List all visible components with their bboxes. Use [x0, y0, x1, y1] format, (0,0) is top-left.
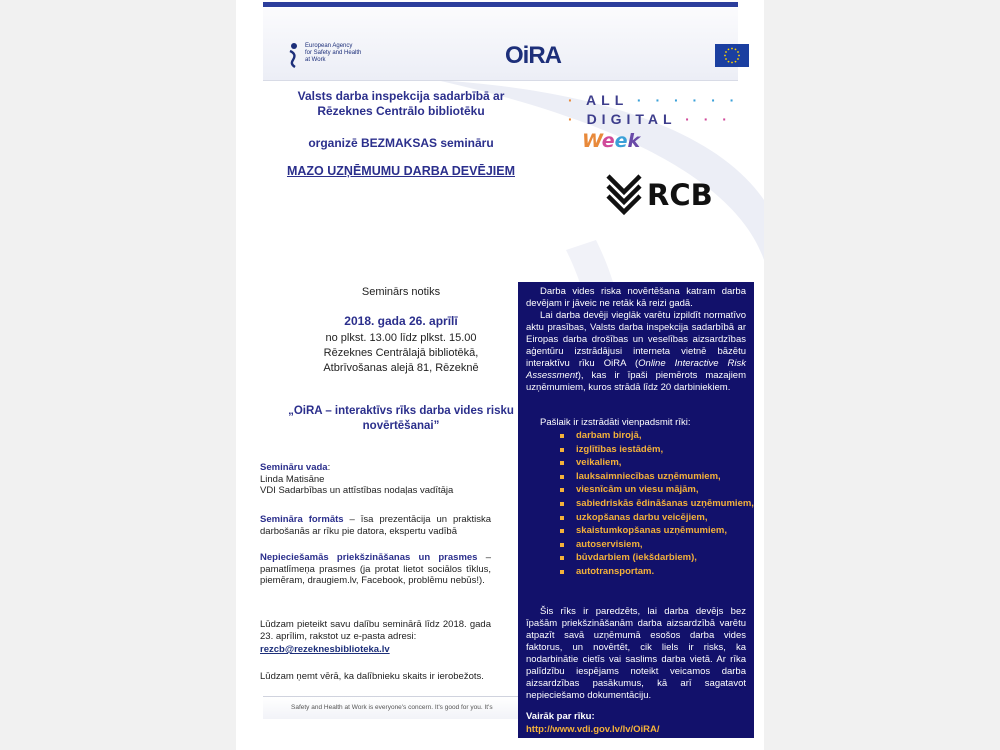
tool-item: sabiedriskās ēdināšanas uzņēmumiem,	[558, 498, 754, 512]
all-digital-week-logo	[568, 90, 740, 152]
eu-osha-logo	[287, 40, 377, 70]
seminar-place: Rēzeknes Centrālajā bibliotēkā,	[323, 347, 479, 359]
eu-flag-icon	[715, 44, 749, 67]
more-label: Vairāk par rīku:	[526, 711, 595, 722]
tool-item: uzkopšanas darbu veicējiem,	[558, 512, 754, 526]
adw-all: ALL	[586, 92, 629, 108]
footer-slogan: Safety and Health at Work is everyone's concern. It's good for you. It's	[291, 704, 493, 711]
info-paragraph-2	[526, 310, 746, 394]
tool-item: būvdarbiem (iekšdarbiem),	[558, 552, 754, 566]
tool-item: veikaliem,	[558, 457, 754, 471]
info-p2-b: ), kas ir īpaši piemērots mazajiem uzņēmumiem, kuros strādā līdz 20 darbiniekiem.	[526, 370, 746, 393]
tool-item: autotransportam.	[558, 566, 754, 580]
tool-item: autoservisiem,	[558, 539, 754, 553]
seminar-subtitle: „OiRA – interaktīvs rīks darba vides risku novērtēšanai”	[288, 405, 514, 432]
participants-note: Lūdzam ņemt vērā, ka dalībnieku skaits ir ierobežots.	[260, 671, 484, 682]
adw-week	[582, 130, 640, 152]
skills-text: – pamatlīmeņa prasmes (ja protat lietot sociālos tīklus, piemēram, draugiem.lv, Facebook, problēmu nebūs!).	[260, 552, 491, 586]
format-text: – īsa prezentācija un praktiska darbošanās ar rīku pie datora, ekspertu vadībā	[260, 514, 491, 537]
agency-line: for Safety and Health	[305, 50, 362, 56]
rcb-mark-icon	[604, 172, 644, 218]
seminar-label: Seminārs notiks	[361, 286, 441, 298]
email-link[interactable]: rezcb@rezeknesbiblioteka.lv	[260, 644, 390, 655]
seminar-title: MAZO UZŅĒMUMU DARBA DEVĒJIEM	[286, 164, 515, 178]
organizer-text	[281, 89, 521, 119]
organizer-line: Valsts darba inspekcija sadarbībā ar	[297, 89, 505, 103]
agency-name	[305, 43, 385, 64]
apply-text: Lūdzam pieteikt savu dalību seminārā līdz 2018. gada 23. aprīlim, rakstot uz e-pasta adresi:	[260, 619, 491, 642]
lead-block: Semināru vada: Linda Matisāne VDI Sadarbības un attīstības nodaļas vadītāja	[260, 462, 491, 497]
tool-item: viesnīcām un viesu mājām,	[558, 484, 754, 498]
lead-label: Semināru vada	[260, 462, 328, 473]
adw-row: · ALL · · · · · ·	[568, 92, 740, 108]
info-box	[518, 282, 754, 738]
header-banner	[263, 8, 738, 81]
tool-item: izglītības iestādēm,	[558, 444, 754, 458]
adw-digital: DIGITAL	[586, 111, 677, 127]
agency-line: at Work	[305, 57, 326, 63]
seminar-address: Atbrīvošanas alejā 81, Rēzeknē	[323, 362, 479, 374]
rcb-text: RCB	[647, 178, 713, 212]
tool-item: darbam birojā,	[558, 430, 754, 444]
adw-row: · DIGITAL · · ·	[568, 111, 732, 127]
tool-item: skaistumkopšanas uzņēmumiem,	[558, 525, 754, 539]
flyer-page	[236, 0, 764, 750]
footer-band	[263, 696, 533, 719]
rcb-logo	[604, 172, 714, 218]
info-p2-italic: Online Interactive Risk Assessment	[526, 358, 746, 381]
oira-logo: OiRA	[505, 42, 561, 69]
info-paragraph-4: Šis rīks ir paredzēts, lai darba devējs bez īpašām priekšzināšanām darba aizsardzībā varētu atpazīt savā uzņēmumā esošos darba vides faktorus, un novērtēt, cik liels ir risks, ka nodarbinātie cietīs vai saslims darba vietā. Ar rīka palīdzību iespējams noteikt veicamos darba aizsardzības pasākumus, kā arī sagatavot nepieciešamo dokumentāciju.	[526, 606, 746, 701]
skills-label: Nepieciešamās priekšzināšanas un prasmes	[260, 552, 478, 563]
format-label: Semināra formāts	[260, 514, 344, 525]
agency-line: European Agency	[305, 43, 353, 49]
info-p2-a: Lai darba devēji vieglāk varētu izpildīt normatīvo aktu prasības, Valsts darba inspekcija sadarbībā ar Eiropas darba drošības un veselības aizsardzības aģentūru izstrādājusi interneta vietnē bāzētu interaktīvu rīku OiRA (	[526, 310, 746, 369]
lead-role: VDI Sadarbības un attīstības nodaļas vadītāja	[260, 485, 454, 496]
organizer-line: Rēzeknes Centrālo bibliotēku	[317, 104, 485, 118]
organizes-text: organizē BEZMAKSAS semināru	[308, 136, 494, 150]
tool-item: lauksaimniecības uzņēmumiem,	[558, 471, 754, 485]
seminar-time-place	[276, 331, 526, 376]
oira-url-link[interactable]: http://www.vdi.gov.lv/lv/OiRA/	[526, 724, 660, 735]
info-paragraph-1: Darba vides riska novērtēšana katram darba devējam ir jāveic ne retāk kā reizi gadā.	[526, 286, 746, 309]
tools-list	[558, 430, 754, 580]
lead-name: Linda Matisāne	[260, 473, 325, 485]
seminar-date: 2018. gada 26. aprīlī	[344, 314, 458, 328]
seminar-time: no plkst. 13.00 līdz plkst. 15.00	[325, 332, 477, 344]
adw-week-text: Week	[582, 130, 641, 152]
format-block	[260, 514, 491, 537]
eu-osha-mark-icon	[287, 42, 301, 68]
tools-intro: Pašlaik ir izstrādāti vienpadsmit rīki:	[540, 417, 691, 428]
skills-block	[260, 552, 491, 587]
header-top-line	[263, 2, 738, 7]
